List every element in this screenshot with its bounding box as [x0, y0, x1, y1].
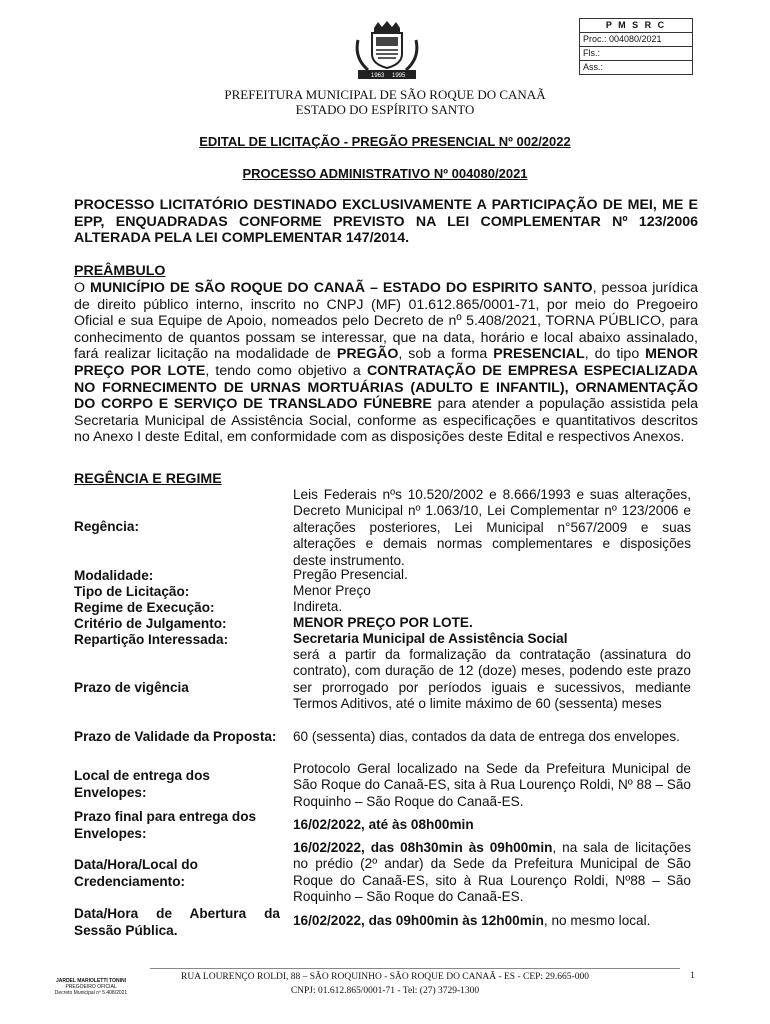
municipal-crest-icon [352, 18, 422, 82]
preambulo-paragraph: O MUNICÍPIO DE SÃO ROQUE DO CANAÃ – ESTADO DO ESPIRITO SANTO, pessoa jurídica de direito público interno, inscrito no CNPJ (MF) 01.612.865/0001-71, por meio do Pregoeiro Oficial e sua Equipe de Apoio, nomeados pelo Decreto de nº 5.408/2021, TORNA PÚBLICO, para conhecimento de quantos possam se interessar, que na data, horário e local abaixo assinalado, fará realizar licitação na modalidade de PREGÃO, sob a forma PRESENCIAL, do tipo MENOR PREÇO POR LOTE, tendo como objetivo a CONTRATAÇÃO DE EMPRESA ESPECIALIZADA NO FORNECIMENTO DE URNAS MORTUÁRIAS (ADULTO E INFANTIL), ORNAMENTAÇÃO DO CORPO E SERVIÇO DE TRANSLADO FÚNEBRE para atender a população assistida pela Secretaria Municipal de Assistência Social, conforme as especificações e quantitativos descritos no Anexo I deste Edital, em conformidade com as disposições deste Edital e respectivos Anexos. [74, 280, 699, 446]
value-reparticao: Secretaria Municipal de Assistência Social [293, 631, 568, 646]
label-abertura: Data/Hora de Abertura da Sessão Pública. [74, 906, 280, 938]
value-regime: Indireta. [293, 599, 343, 614]
label-reparticao: Repartição Interessada: [74, 632, 229, 647]
value-regencia: Leis Federais nºs 10.520/2002 e 8.666/1993 e suas alterações, Decreto Municipal nº 1.063/10, Lei Complementar nº 123/2006 e alterações posteriores, Lei Municipal n°567/2009 e suas alterações e demais normas complementares e disposições deste instrumento. [293, 487, 691, 568]
footer-contact: CNPJ: 01.612.865/0001-71 - Tel: (27) 3729-1300 [290, 986, 480, 996]
footer-divider [150, 968, 680, 969]
label-regencia: Regência: [74, 519, 139, 534]
regencia-heading: REGÊNCIA E REGIME [74, 471, 222, 487]
footer-address: RUA LOURENÇO ROLDI, 88 – SÃO ROQUINHO - SÃO ROQUE DO CANAÃ - ES - CEP: 29.665-000 [181, 972, 589, 982]
page-number: 1 [690, 971, 695, 981]
preambulo-heading: PREÂMBULO [74, 263, 166, 279]
label-vigencia: Prazo de vigência [74, 680, 189, 695]
label-validade: Prazo de Validade da Proposta: [74, 729, 277, 744]
signature-role: PREGOEIRO OFICIAL [65, 984, 117, 990]
stamp-title: P M S R C [605, 20, 667, 30]
value-tipo: Menor Preço [293, 583, 371, 598]
stamp-ass: Ass.: [580, 60, 692, 74]
label-tipo: Tipo de Licitação: [74, 584, 190, 599]
crest-year-left: 1963 [371, 73, 385, 79]
intro-paragraph: PROCESSO LICITATÓRIO DESTINADO EXCLUSIVAMENTE A PARTICIPAÇÃO DE MEI, ME E EPP, ENQUADRADAS CONFORME PREVISTO NA LEI COMPLEMENTAR Nº 123/2006 ALTERADA PELA LEI COMPLEMENTAR 147/2014. [74, 197, 698, 247]
header-line-1: PREFEITURA MUNICIPAL DE SÃO ROQUE DO CANAÃ [224, 87, 546, 102]
header-line-2: ESTADO DO ESPÍRITO SANTO [295, 102, 475, 117]
value-abertura: 16/02/2022, das 09h00min às 12h00min, no mesmo local. [293, 913, 651, 928]
value-local-entrega: Protocolo Geral localizado na Sede da Prefeitura Municipal de São Roque do Canaã-ES, sita à Rua Lourenço Roldi, Nº 88 – São Roquinho – São Roque do Canaã-ES. [293, 761, 691, 809]
value-criterio: MENOR PREÇO POR LOTE. [293, 615, 473, 630]
stamp-fls: Fls.: [580, 46, 692, 60]
label-credenciamento: Data/Hora/Local do Credenciamento: [74, 857, 198, 889]
value-modalidade: Pregão Presencial. [293, 567, 408, 582]
label-local-entrega: Local de entrega dos Envelopes: [74, 768, 210, 800]
label-prazo-final: Prazo final para entrega dos Envelopes: [74, 809, 257, 841]
value-vigencia: será a partir da formalização da contratação (assinatura do contrato), com duração de 12 (doze) meses, podendo este prazo ser prorrogado por períodos iguais e sucessivos, mediante Termos Aditivos, até o limite máximo de 60 (sessenta) meses [293, 647, 691, 712]
value-credenciamento: 16/02/2022, das 08h30min às 09h00min, na sala de licitações no prédio (2º andar) da Sede da Prefeitura Municipal de São Roque do Canaã-ES, sito à Rua Lourenço Roldi, Nº88 – São Roquinho – São Roque do Canaã-ES. [293, 840, 691, 905]
label-modalidade: Modalidade: [74, 568, 154, 583]
processo-title: PROCESSO ADMINISTRATIVO Nº 004080/2021 [242, 166, 528, 181]
value-prazo-final: 16/02/2022, até às 08h00min [293, 817, 474, 832]
label-criterio: Critério de Julgamento: [74, 616, 227, 631]
crest-year-right: 1995 [392, 73, 406, 79]
signature-decree: Decreto Municipal nº 5.408/2021 [54, 990, 128, 996]
value-validade: 60 (sessenta) dias, contados da data de entrega dos envelopes. [293, 729, 680, 744]
label-regime: Regime de Execução: [74, 600, 215, 615]
edital-title: EDITAL DE LICITAÇÃO - PREGÃO PRESENCIAL Nº 002/2022 [199, 134, 571, 149]
protocol-stamp [579, 18, 693, 75]
signature-name: JARDEL MARIOLETTI TONINI [55, 978, 127, 984]
stamp-proc: Proc.: 004080/2021 [580, 32, 692, 46]
